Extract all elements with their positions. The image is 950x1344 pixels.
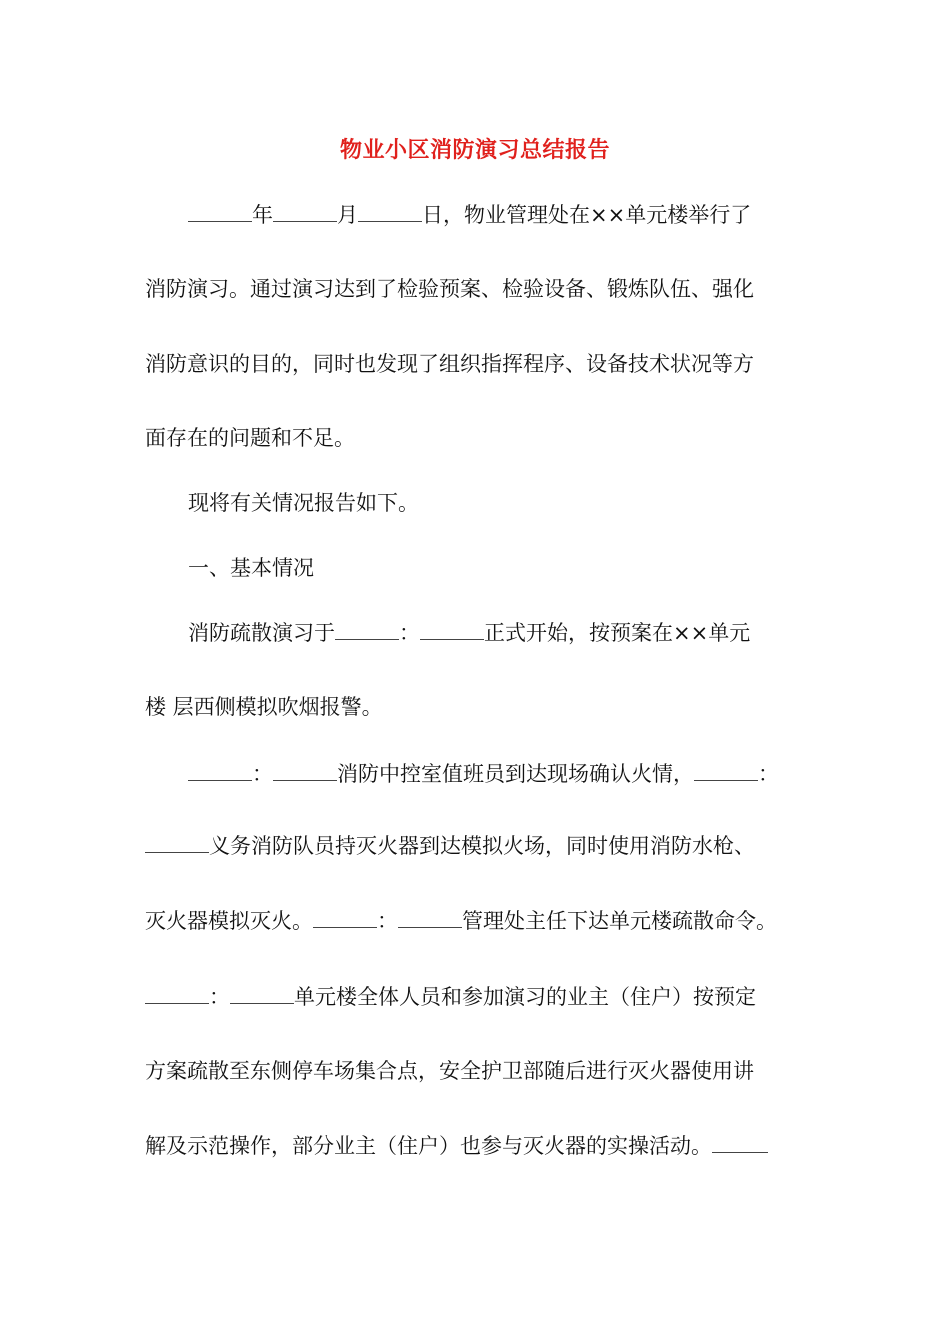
blank-minute [145,832,209,853]
section-heading-basic-situation: 一、基本情况 [188,556,314,580]
blank-day [358,201,422,222]
drill-start-text-2: 正式开始，按预案在××单元 [484,621,751,645]
blank-hour [145,983,209,1004]
drill-start-text: 消防疏散演习于 [188,621,335,645]
demonstration-text: 解及示范操作，部分业主（住户）也参与灭火器的实操活动。 [145,1134,712,1158]
evacuation-order-text: 管理处主任下达单元楼疏散命令。 [462,909,777,933]
blank-trailing [712,1132,768,1153]
paragraph-4-line-1 [188,759,810,789]
blank-minute [398,907,462,928]
paragraph-1-line-2: 消防演习。通过演习达到了检验预案、检验设备、锻炼队伍、强化 [145,277,754,301]
year-label: 年 [252,203,273,227]
paragraph-4-line-2 [145,831,810,861]
time-colon: ： [209,985,230,1009]
blank-minute [420,619,484,640]
paragraph-1-line-1 [188,200,810,230]
time-colon: ： [399,621,420,645]
blank-minute [273,760,337,781]
blank-year [188,201,252,222]
paragraph-4-line-6 [145,1131,810,1161]
blank-hour [694,760,758,781]
document-title: 物业小区消防演习总结报告 [339,138,610,163]
blank-hour [188,760,252,781]
paragraph-4-line-4 [145,982,810,1012]
paragraph-2: 现将有关情况报告如下。 [188,491,419,515]
paragraph-4-line-5: 方案疏散至东侧停车场集合点，安全护卫部随后进行灭火器使用讲 [145,1059,754,1083]
paragraph-1-line-4: 面存在的问题和不足。 [145,426,355,450]
time-colon: ： [377,909,398,933]
paragraph-4-line-3 [145,906,810,936]
firefighters-text: 义务消防队员持灭火器到达模拟火场，同时使用消防水枪、 [209,834,755,858]
blank-month [273,201,337,222]
time-colon: ： [252,762,273,786]
paragraph-3-line-2: 楼 层西侧模拟吹烟报警。 [145,695,383,719]
day-text: 日，物业管理处在××单元楼举行了 [422,203,752,227]
control-room-text: 消防中控室值班员到达现场确认火情， [337,762,694,786]
blank-hour [335,619,399,640]
blank-minute [230,983,294,1004]
evacuation-text: 单元楼全体人员和参加演习的业主（住户）按预定 [294,985,756,1009]
paragraph-1-line-3: 消防意识的目的，同时也发现了组织指挥程序、设备技术状况等方 [145,352,754,376]
paragraph-3-line-1 [188,618,810,648]
time-colon: ： [758,762,779,786]
extinguish-text: 灭火器模拟灭火。 [145,909,313,933]
month-label: 月 [337,203,358,227]
blank-hour [313,907,377,928]
